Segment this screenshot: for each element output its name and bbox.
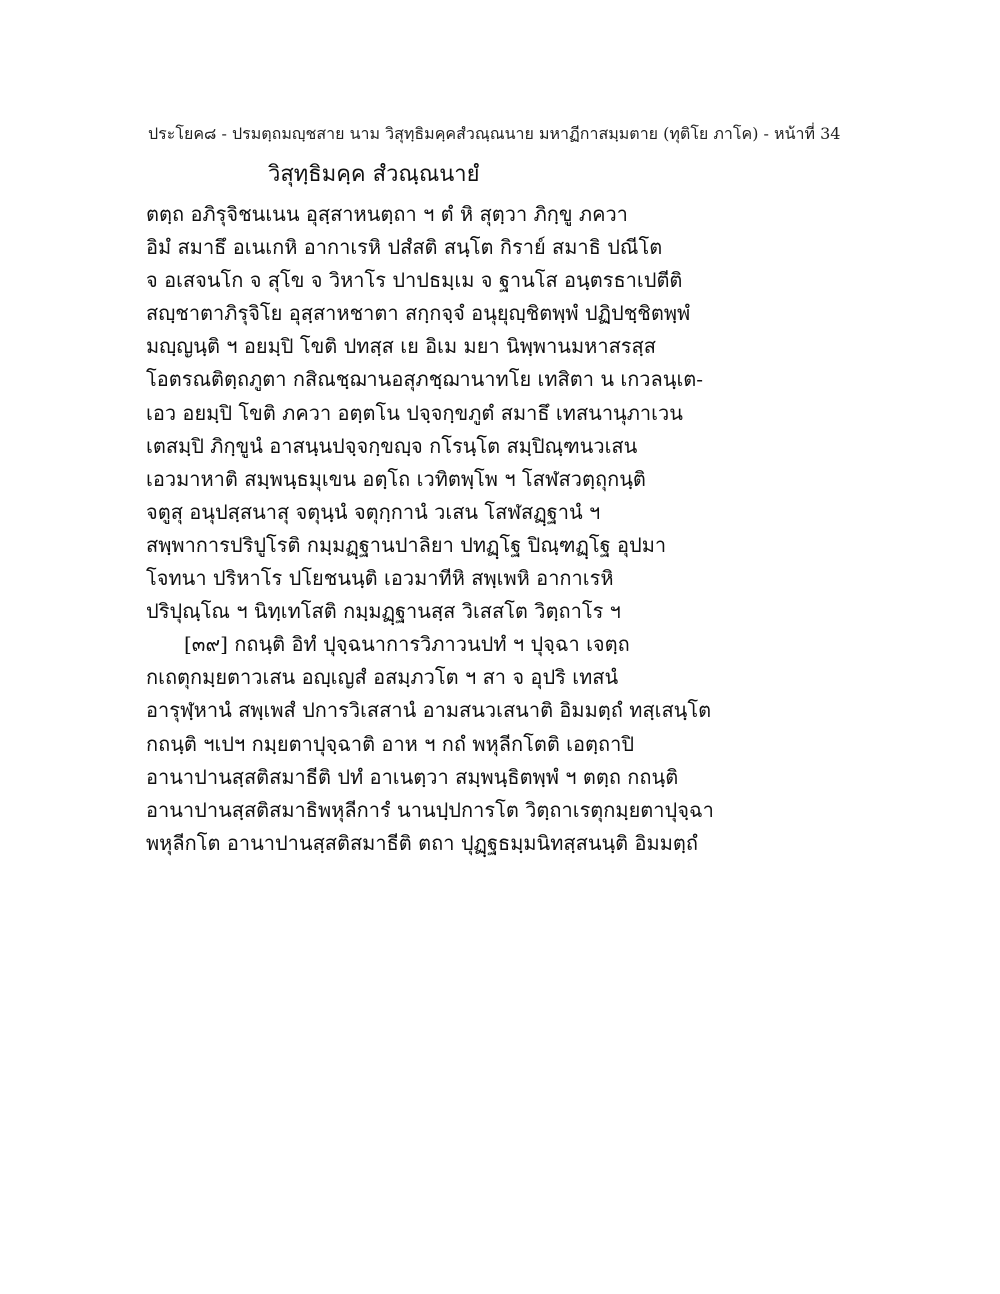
text-line: เอว อยมฺปิ โขติ ภควา อตฺตโน ปจฺจกฺขภูตํ สมาธึ เทสนานุภาเวน (146, 400, 683, 425)
text-line: เอวมาหาติ สมฺพนฺธมุเขน อตฺโถ เวทิตพฺโพ ฯ โสฬสวตฺถุกนฺติ (146, 466, 646, 491)
text-line: มญฺญนฺติ ฯ อยมฺปิ โขติ ปทสฺส เย อิเม มยา นิพฺพานมหาสรสฺส (146, 334, 656, 359)
section-title: วิสุทฺธิมคฺค สํวณฺณนายํ (268, 162, 480, 187)
text-line: กถนฺติ ฯเปฯ กมฺยตาปุจฺฉาติ อาห ฯ กถํ พหุลีกโตติ เอตฺถาปิ (146, 731, 635, 756)
paragraph-start-line: [๓๙] กถนฺติ อิทํ ปุจฺฉนาการวิภาวนปทํ ฯ ปุจฺฉา เจตฺถ (184, 632, 630, 657)
text-line: โอตรณติตฺถภูตา กสิณชฺฌานอสุภชฺฌานาทโย เทสิตา น เกวลนฺเต- (146, 367, 704, 392)
text-line: จ อเสจนโก จ สุโข จ วิหาโร ปาปธมฺเม จ ฐานโส อนฺตรธาเปตีติ (146, 268, 683, 293)
text-line: เตสมฺปิ ภิกฺขูนํ อาสนฺนปจฺจกฺขญฺจ กโรนฺโต สมฺปิณฺฑนวเสน (146, 433, 638, 458)
text-line: สพฺพาการปริปูโรติ กมฺมฏฺฐานปาลิยา ปทฏฺโฐ ปิณฺฑฏฺโฐ อุปมา (146, 532, 667, 557)
text-line: พหุลีกโต อานาปานสฺสติสมาธีติ ตถา ปุฏฺฐธมฺมนิทสฺสนนฺติ อิมมตฺถํ (146, 830, 698, 855)
text-line: ตตฺถ อภิรุจิชนเนน อุสฺสาหนตฺถา ฯ ตํ หิ สุตฺวา ภิกฺขู ภควา (146, 202, 628, 226)
text-line: สญฺชาตาภิรุจิโย อุสฺสาหชาตา สกฺกจฺจํ อนุยุญฺชิตพฺพํ ปฏิปชฺชิตพฺพํ (146, 301, 691, 326)
text-line: อิมํ สมาธึ อเนเกหิ อากาเรหิ ปสํสติ สนฺโต กิราย์ สมาธิ ปณีโต (146, 235, 663, 260)
text-line: ปริปุณฺโณ ฯ นิทฺเทโสติ กมฺมฏฺฐานสฺส วิเสสโต วิตฺถาโร ฯ (146, 599, 621, 624)
text-line: กเถตุกมฺยตาวเสน อญฺเญสํ อสมฺภวโต ฯ สา จ อุปริ เทสนํ (146, 665, 619, 690)
text-line: อานาปานสฺสติสมาธิพหุลีการํ นานปฺปการโต วิตฺถาเรตุกมฺยตาปุจฺฉา (146, 797, 714, 822)
text-line: โจทนา ปริหาโร ปโยชนนฺติ เอวมาทีหิ สพฺเพหิ อากาเรหิ (146, 566, 614, 591)
running-header: ประโยค๘ - ปรมตฺถมญฺชสาย นาม วิสุทฺธิมคฺคสํวณฺณนาย มหาฏีกาสมฺมตาย (ทุติโย ภาโค) - หน้าที่ 34 (148, 124, 841, 143)
text-line: จตูสุ อนุปสฺสนาสุ จตุนฺนํ จตุกฺกานํ วเสน โสฬสฏฺฐานํ ฯ (146, 499, 601, 524)
text-line: อานาปานสฺสติสมาธีติ ปทํ อาเนตฺวา สมฺพนฺธิตพฺพํ ฯ ตตฺถ กถนฺติ (146, 764, 679, 789)
text-line: อารุฬฺหานํ สพฺเพสํ ปการวิเสสานํ อามสนวเสนาติ อิมมตฺถํ ทสฺเสนฺโต (146, 698, 712, 723)
body-text (146, 198, 846, 860)
